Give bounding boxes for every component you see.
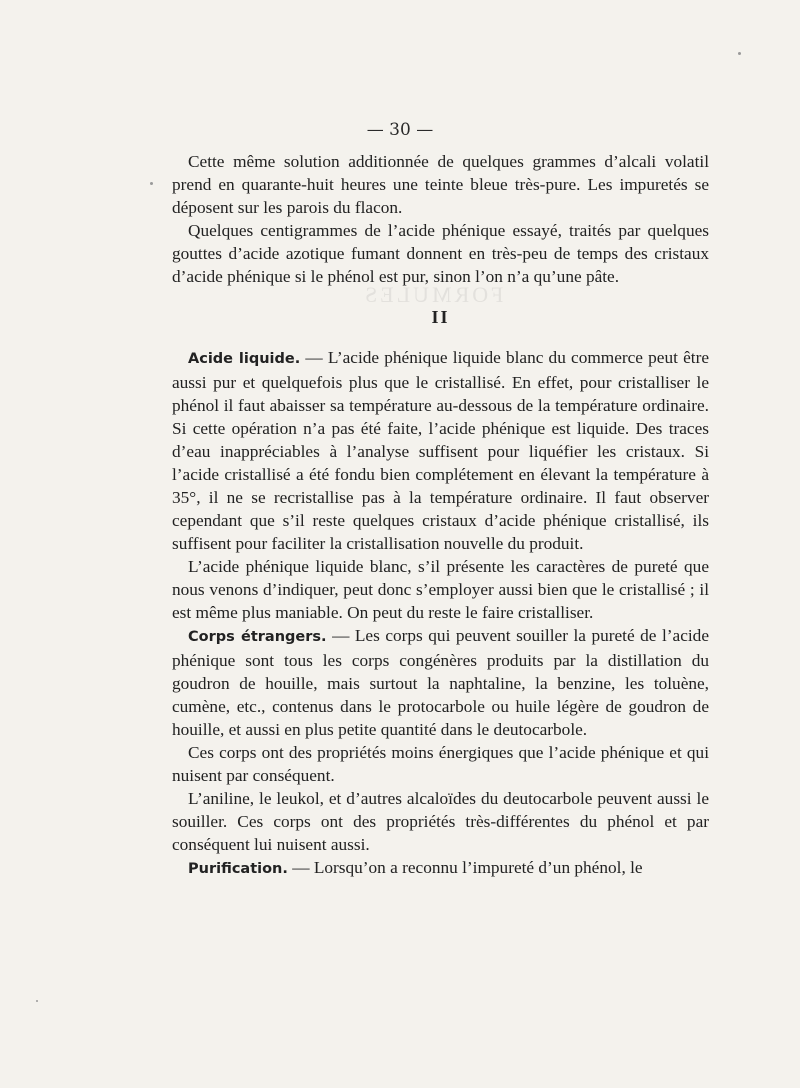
paragraph: Cette même solution additionnée de quelques grammes d’alcali volatil prend en quarante-huit heures une teinte bleue très-pure. Les impuretés se déposent sur les parois du flacon. <box>172 152 709 217</box>
paragraph-acide-liquide <box>172 346 709 555</box>
paragraph-text: L’aniline, le leukol, et d’autres alcaloïdes du deutocarbole peuvent aussi le souiller. Ces corps ont des propriétés très-différentes du phénol et par conséquent lui nuisent aussi. <box>172 789 709 854</box>
page-body <box>172 150 709 881</box>
paragraph-purification <box>172 856 709 881</box>
page-number: — 30 — <box>366 120 434 140</box>
paragraph-text: — L’acide phénique liquide blanc du commerce peut être aussi pur et quelquefois plus que le cristallisé. En effet, pour cristalliser le phénol il faut abaisser sa température au-dessous de la température ordinaire. Si cette opération n’a pas été faite, l’acide phénique est liquide. Des traces d’eau inappréciables à l’analyse suffisent pour liquéfier les cristaux. Si l’acide cristallisé a été fondu bien complétement en élevant la température à 35°, il ne se recristallise pas à la température ordinaire. Il faut observer cependant que s’il reste quelques cristaux d’acide phénique cristallisé, ils suffisent pour faciliter la cristallisation nouvelle du produit. <box>172 348 709 553</box>
paragraph-text: L’acide phénique liquide blanc, s’il présente les caractères de pureté que nous venons d’indiquer, peut donc s’employer aussi bien que le cristallisé ; il est même plus maniable. On peut du reste le faire cristalliser. <box>172 557 709 622</box>
run-in-heading: Acide liquide. <box>188 351 301 367</box>
paragraph-corps-etrangers <box>172 624 709 741</box>
paper-speck <box>738 52 741 55</box>
run-in-heading: Purification. <box>188 861 288 877</box>
paragraph <box>172 787 709 856</box>
paragraph-text: — Les corps qui peuvent souiller la pureté de l’acide phénique sont tous les corps congénères produits par la distillation du goudron de houille, mais surtout la naphtaline, la benzine, les toluène, cumène, etc., contenus dans le protocarbole ou huile légère de goudron de houille, et aussi en plus petite quantité dans le deutocarbole. <box>172 626 709 739</box>
section-heading: II <box>431 307 450 327</box>
paper-speck <box>150 182 153 185</box>
paragraph-text: Ces corps ont des propriétés moins énergiques que l’acide phénique et qui nuisent par conséquent. <box>172 743 709 785</box>
paragraph <box>172 555 709 624</box>
paragraph: Quelques centigrammes de l’acide phénique essayé, traités par quelques gouttes d’acide azotique fumant donnent en très-peu de temps des cristaux d’acide phénique si le phénol est pur, sinon l’on n’a qu’une pâte. <box>172 221 709 286</box>
bleed-through-text: FORMULES <box>362 282 504 307</box>
run-in-heading: Corps étrangers. <box>188 629 327 645</box>
paragraph <box>172 741 709 787</box>
paragraph-text: — Lorsqu’on a reconnu l’impureté d’un phénol, le <box>287 858 643 877</box>
paper-speck <box>36 1000 38 1002</box>
